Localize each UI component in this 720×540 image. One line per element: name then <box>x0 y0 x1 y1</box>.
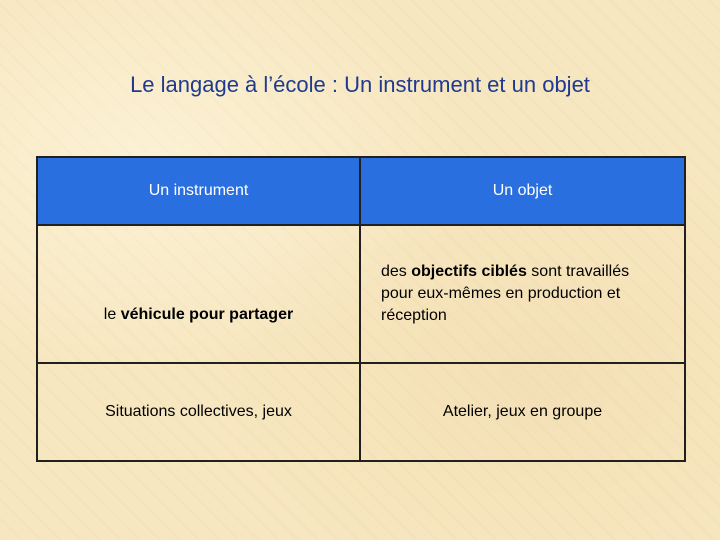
cell-text-bold: véhicule pour partager <box>120 306 294 323</box>
cell-text-suffix: sont travaillés pour eux-mêmes en production et réception <box>381 263 630 324</box>
cell-objet-atelier: Atelier, jeux en groupe <box>360 363 685 461</box>
cell-objet-objectives <box>360 225 685 363</box>
table-row <box>37 363 685 461</box>
comparison-table <box>36 156 686 462</box>
slide-title: Le langage à l’école : Un instrument et un objet <box>130 72 590 97</box>
header-instrument: Un instrument <box>37 157 360 225</box>
cell-instrument-situations: Situations collectives, jeux <box>37 363 360 461</box>
cell-text-prefix: des <box>381 263 412 280</box>
table-header-row <box>37 157 685 225</box>
table-row <box>37 225 685 363</box>
header-objet: Un objet <box>360 157 685 225</box>
cell-text-bold: objectifs ciblés <box>411 263 527 280</box>
cell-text-prefix: le <box>103 306 121 323</box>
cell-instrument-vehicle <box>37 225 360 363</box>
